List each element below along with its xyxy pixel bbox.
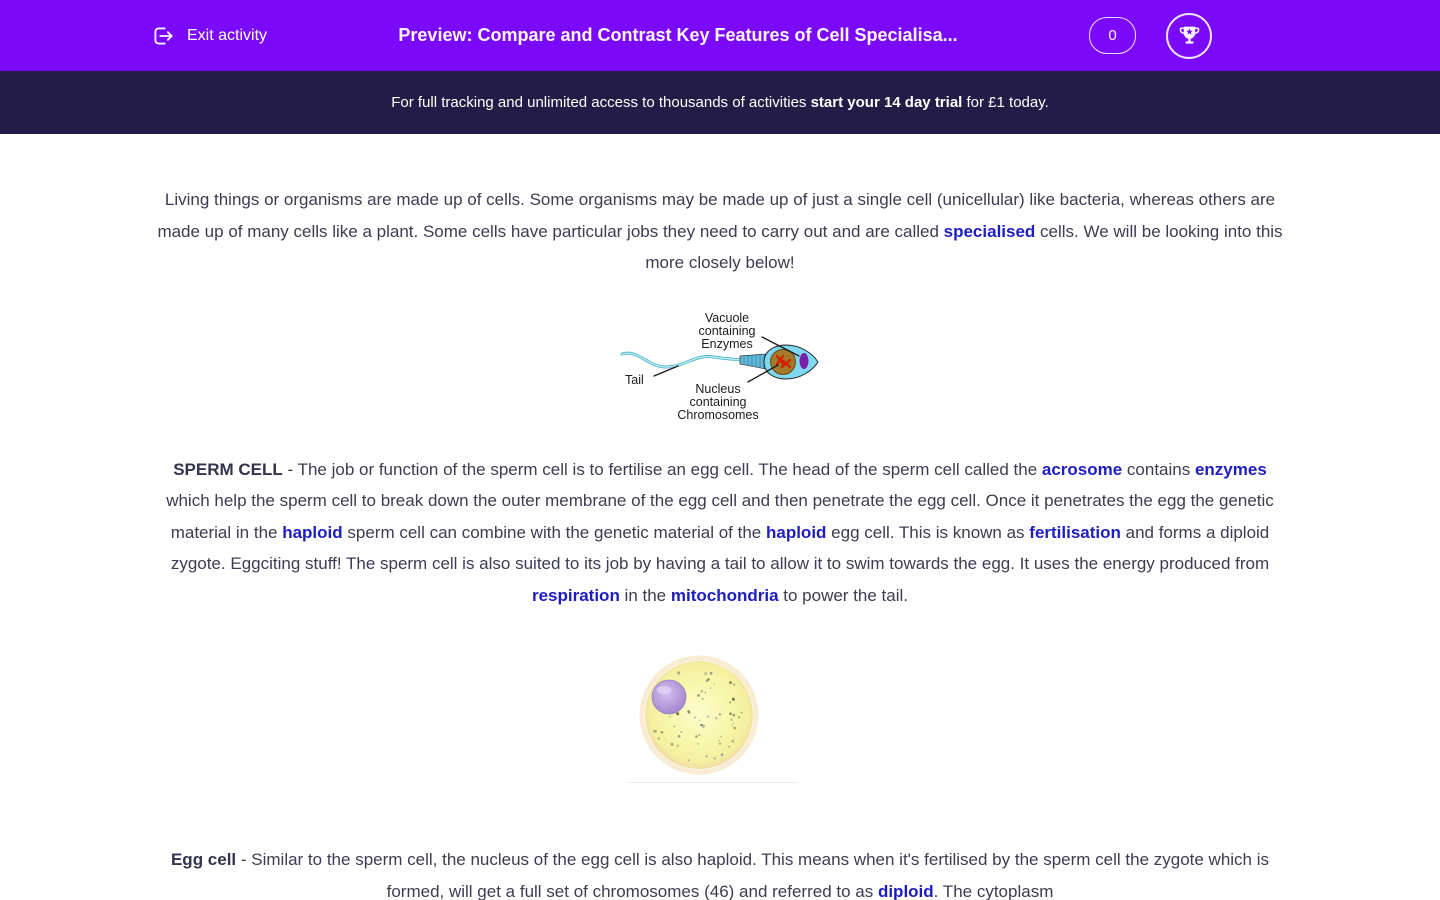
header-actions [1089,13,1212,59]
exit-activity-label: Exit activity [187,26,268,44]
exit-icon [150,23,176,49]
label-nucleus-line3: Chromosomes [677,407,759,420]
score-value: 0 [1108,27,1117,44]
label-tail: Tail [625,372,644,387]
egg-cell-paragraph: Egg cell - Similar to the sperm cell, the nucleus of the egg cell is also haploid. This means when it's fertilised by the sperm cell the zygote which is formed, will get a full set of chromosomes (46) and referred to as diploid. The cytoplasm [170,850,1270,900]
trial-banner-text: For full tracking and unlimited access to thousands of activities start your 14 day trial for £1 today. [391,94,1049,111]
activity-content [0,134,1440,900]
sperm-cell-diagram [0,307,1440,420]
intro-paragraph: Living things or organisms are made up of cells. Some organisms may be made up of just a single cell (unicellular) like bacteria, whereas others are made up of many cells like a plant. Some cells have particular jobs they need to carry out and are called specialised cells. We will be looking into this more closely below! [157,190,1283,272]
sperm-cell-paragraph: SPERM CELL - The job or function of the sperm cell is to fertilise an egg cell. The head of the sperm cell called the acrosome contains enzymes which help the sperm cell to break down the outer membrane of the egg cell and then penetrate the egg cell. Once it penetrates the egg the genetic material in the haploid sperm cell can combine with the genetic material of the haploid egg cell. This is known as fertilisation and forms a diploid zygote. Eggciting stuff! The sperm cell is also suited to its job by having a tail to allow it to swim towards the egg. It uses the energy produced from respiration in the mitochondria to power the tail. [166,459,1274,605]
label-vacuole-line2: containing [698,323,756,338]
egg-cell-image [0,641,1440,811]
trial-banner-cta: start your 14 day trial [810,94,963,111]
label-nucleus-line1: Nucleus [695,381,741,396]
image-edge-artifact [628,782,798,783]
sperm-cell-illustration [620,307,820,420]
label-vacuole-line1: Vacuole [704,310,750,325]
egg-cell-illustration [620,641,820,811]
trial-banner [0,71,1440,134]
label-nucleus-line2: containing [689,394,747,409]
app-header [0,0,1440,71]
rewards-button[interactable] [1166,13,1212,59]
trophy-icon [1176,22,1203,49]
exit-activity-button[interactable] [150,23,267,49]
activity-title: Preview: Compare and Contrast Key Features of Cell Specialisa... [398,25,958,45]
score-badge[interactable] [1089,17,1136,54]
label-vacuole-line3: Enzymes [701,336,753,351]
